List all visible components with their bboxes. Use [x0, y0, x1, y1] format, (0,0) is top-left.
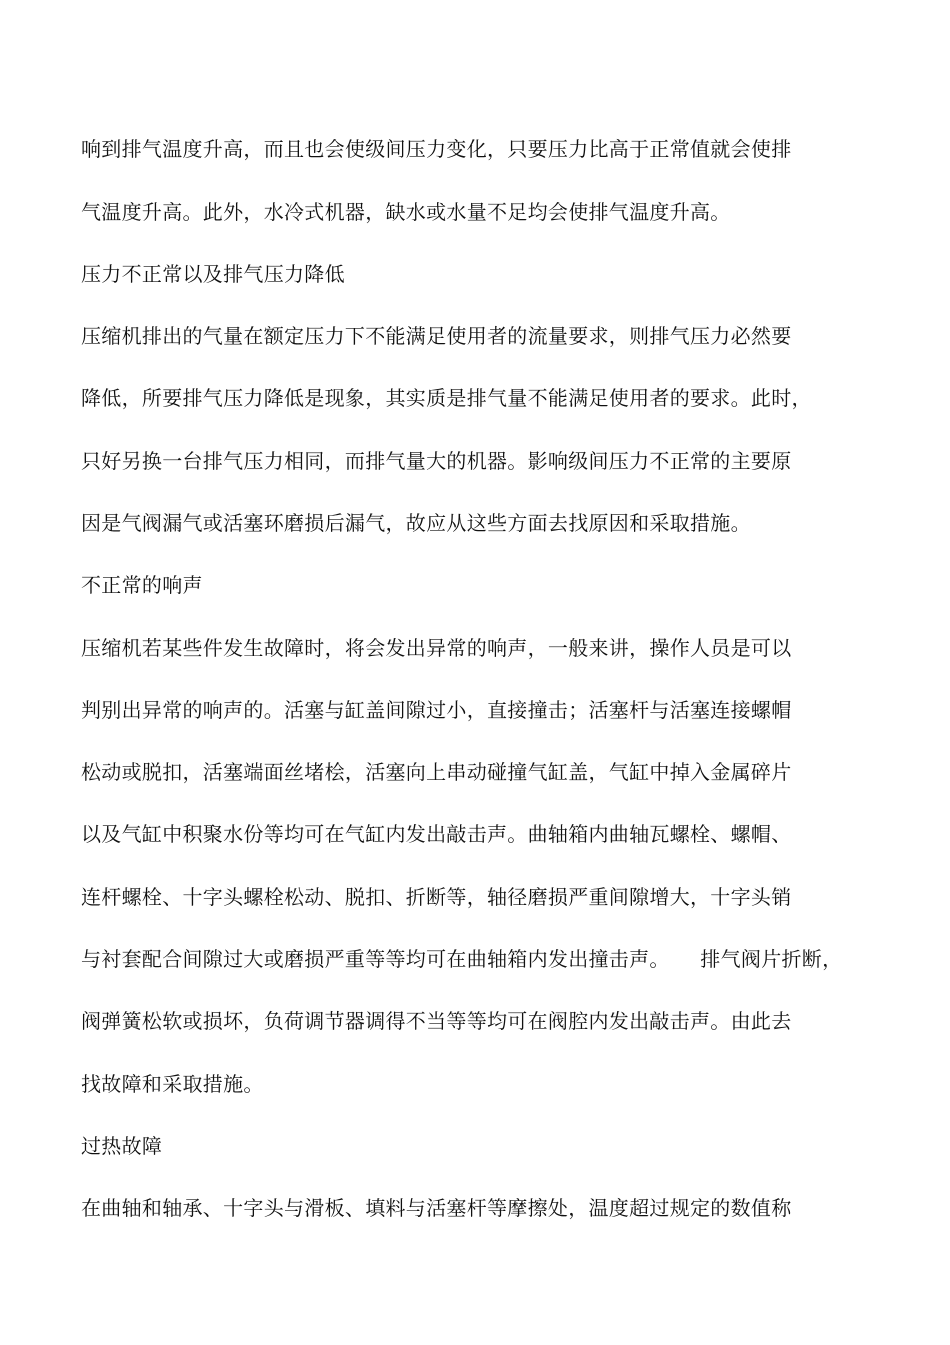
text-line-paragraph: 压缩机若某些件发生故障时，将会发出异常的响声，一般来讲，操作人员是可以: [81, 636, 792, 660]
text-line-paragraph: 找故障和采取措施。: [81, 1072, 264, 1096]
text-line-paragraph: 因是气阀漏气或活塞环磨损后漏气，故应从这些方面去找原因和采取措施。: [81, 511, 751, 535]
text-line-paragraph: 只好另换一台排气压力相同，而排气量大的机器。影响级间压力不正常的主要原: [81, 449, 792, 473]
text-line-paragraph: 松动或脱扣，活塞端面丝堵桧，活塞向上串动碰撞气缸盖，气缸中掉入金属碎片: [81, 760, 792, 784]
text-line-paragraph: 判别出异常的响声的。活塞与缸盖间隙过小，直接撞击；活塞杆与活塞连接螺帽: [81, 698, 792, 722]
section-heading: 压力不正常以及排气压力降低: [81, 262, 345, 286]
section-heading: 不正常的响声: [81, 573, 203, 597]
text-line-paragraph: 气温度升高。此外，水冷式机器，缺水或水量不足均会使排气温度升高。: [81, 200, 731, 224]
section-heading: 过热故障: [81, 1134, 163, 1158]
text-line-paragraph: 阀弹簧松软或损坏，负荷调节器调得不当等等均可在阀腔内发出敲击声。由此去: [81, 1009, 792, 1033]
text-line-paragraph: 压缩机排出的气量在额定压力下不能满足使用者的流量要求，则排气压力必然要: [81, 324, 792, 348]
text-line-paragraph: 响到排气温度升高，而且也会使级间压力变化，只要压力比高于正常值就会使排: [81, 137, 792, 161]
text-line-paragraph: 在曲轴和轴承、十字头与滑板、填料与活塞杆等摩擦处，温度超过规定的数值称: [81, 1196, 792, 1220]
text-line-paragraph: 以及气缸中积聚水份等均可在气缸内发出敲击声。曲轴箱内曲轴瓦螺栓、螺帽、: [81, 822, 792, 846]
text-line-paragraph: 降低，所要排气压力降低是现象，其实质是排气量不能满足使用者的要求。此时，: [81, 386, 812, 410]
text-line-paragraph: 与衬套配合间隙过大或磨损严重等等均可在曲轴箱内发出撞击声。 排气阀片折断，: [81, 947, 843, 971]
text-line-paragraph: 连杆螺栓、十字头螺栓松动、脱扣、折断等，轴径磨损严重间隙增大，十字头销: [81, 885, 792, 909]
